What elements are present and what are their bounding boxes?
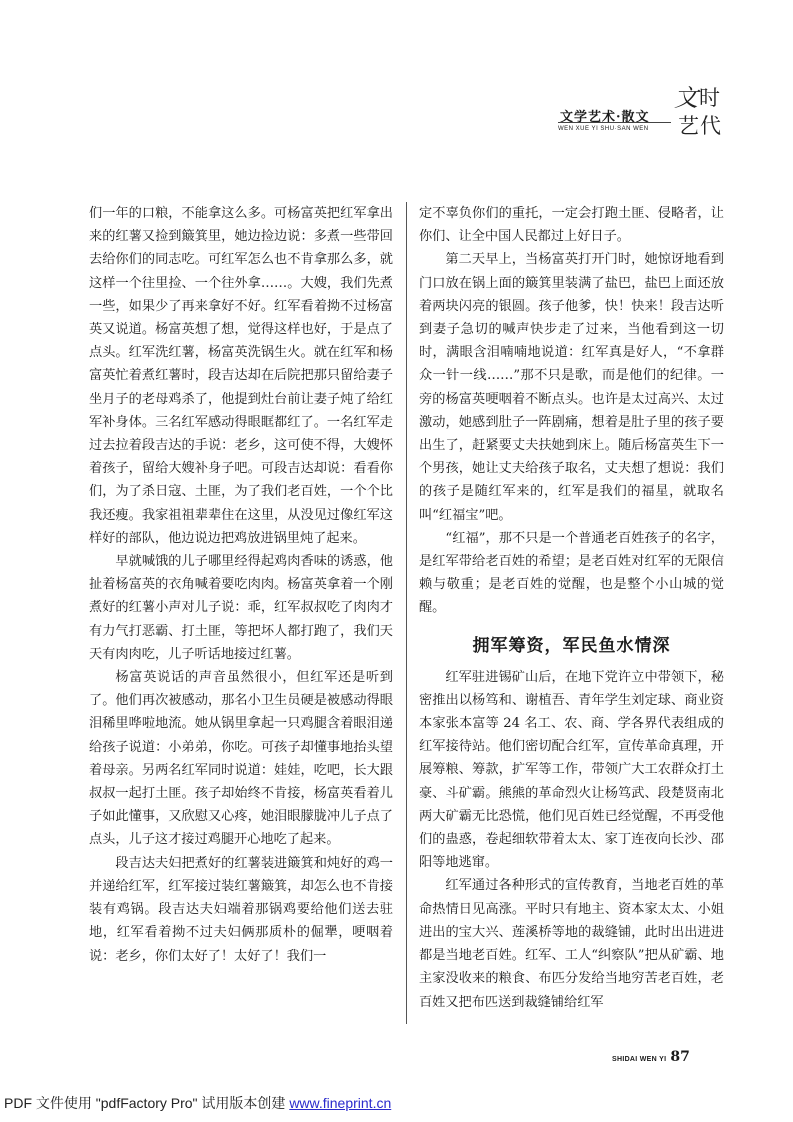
section-title: 文学艺术·散文 (560, 110, 650, 125)
magazine-header (520, 86, 725, 142)
watermark-link[interactable]: www.fineprint.cn (289, 1095, 392, 1111)
logo-char: 艺 (678, 114, 699, 138)
paragraph: “红福”，那不只是一个普通老百姓孩子的名字，是红军带给老百姓的希望；是老百姓对红军的无限信赖与敬重；是老百姓的觉醒，也是整个小山城的觉醒。 (419, 530, 724, 616)
right-column (419, 202, 724, 1032)
footer-magazine-name: SHIDAI WEN YI (612, 1056, 667, 1063)
section-pinyin: WEN XUE YI SHU·SAN WEN (558, 126, 649, 132)
paragraph: 杨富英说话的声音虽然很小，但红军还是听到了。他们再次被感动，那名小卫生员硬是被感动得眼泪稀里哗啦地流。她从锅里拿起一只鸡腿含着眼泪递给孩子说道：小弟弟，你吃。可孩子却懂事地抬头望着母亲。另两名红军同时说道：娃娃，吃吧，长大跟叔叔一起打土匪。孩子却始终不肯接，杨富英看着儿子如此懂事，又欣慰又心疼，她泪眼朦胧冲儿子点了点头，儿子这才接过鸡腿开心地吃了起来。 (89, 670, 393, 848)
page-number: 87 (670, 1049, 690, 1065)
paragraph: 红军驻进锡矿山后，在地下党许立中带领下，秘密推出以杨笃和、谢植吾、青年学生刘定球、商业资本家张本富等 24 名工、农、商、学各界代表组成的红军接待站。他们密切配合红军，宣传革命真理，开展筹粮、筹款，扩军等工作，带领广大工农群众打土豪、斗矿霸。熊熊的革命烈火让杨笃武、段楚贤南北两大矿霸无比恐慌，他们见百姓已经觉醒，不再受他们的蛊惑，卷起细软带着太太、家丁连夜向长沙、邵阳等地逃窜。 (419, 669, 724, 871)
watermark-text: PDF 文件使用 "pdfFactory Pro" 试用版本创建 (4, 1095, 290, 1111)
magazine-logo (672, 86, 726, 140)
logo-char: 代 (700, 114, 721, 138)
header-rule (558, 122, 671, 123)
paragraph: 红军通过各种形式的宣传教育，当地老百姓的革命热情日见高涨。平时只有地主、资本家太太、小姐进出的宝大兴、莲溪桥等地的裁缝铺，此时出出进进都是当地老百姓。红军、工人“纠察队”把从矿霸、地主家没收来的粮食、布匹分发给当地穷苦老百姓，老百姓又把布匹送到裁缝铺给红军 (419, 878, 724, 1010)
column-divider (406, 202, 407, 1024)
page-footer (612, 1046, 690, 1065)
pdf-watermark (4, 1093, 391, 1113)
paragraph: 第二天早上，当杨富英打开门时，她惊讶地看到门口放在锅上面的簸箕里装满了盐巴，盐巴上面还放着两块闪亮的银圆。孩子他爹，快！快来！段吉达听到妻子急切的喊声快步走了过来，当他看到这一切时，满眼含泪喃喃地说道：红军真是好人，“不拿群众一针一线……”那不只是歌，而是他们的纪律。一旁的杨富英哽咽着不断点头。也许是太过高兴、太过激动，她感到肚子一阵剧痛，想着是肚子里的孩子要出生了，赶紧要丈夫扶她到床上。随后杨富英生下一个男孩，她让丈夫给孩子取名，丈夫想了想说：我们的孩子是随红军来的，红军是我们的福星，就取名叫“红福宝”吧。 (419, 252, 724, 523)
paragraph: 段吉达夫妇把煮好的红薯装进簸箕和炖好的鸡一并递给红军，红军接过装红薯簸箕，却怎么也不肯接装有鸡锅。段吉达夫妇端着那锅鸡要给他们送去驻地，红军看着拗不过夫妇俩那质朴的倔犟，哽咽着说：老乡，你们太好了！太好了！我们一 (89, 855, 393, 964)
paragraph: 早就喊饿的儿子哪里经得起鸡肉香味的诱惑，他扯着杨富英的衣角喊着要吃肉肉。杨富英拿着一个刚煮好的红薯小声对儿子说：乖，红军叔叔吃了肉肉才有力气打恶霸、打土匪，等把坏人都打跑了，我们天天有肉肉吃，儿子听话地接过红薯。 (89, 554, 393, 662)
paragraph: 定不辜负你们的重托，一定会打跑土匪、侵略者，让你们、让全中国人民都过上好日子。 (419, 206, 724, 245)
logo-char: 时 (699, 86, 720, 110)
section-heading: 拥军筹资，军民鱼水情深 (472, 635, 671, 656)
paragraph: 们一年的口粮，不能拿这么多。可杨富英把红军拿出来的红薯又捡到簸箕里，她边捡边说：多煮一些带回去给你们的同志吃。可红军怎么也不肯拿那么多，就这样一个往里捡、一个往外拿……。大嫂，我们先煮一些，如果少了再来拿好不好。红军看着拗不过杨富英又说道。杨富英想了想，觉得这样也好，于是点了点头。红军洗红薯，杨富英洗锅生火。就在红军和杨富英忙着煮红薯时，段吉达却在后院把那只留给妻子坐月子的老母鸡杀了，他提到灶台前让妻子炖了给红军补身体。三名红军感动得眼眶都红了。一名红军走过去拉着段吉达的手说：老乡，这可使不得，大嫂怀着孩子，留给大嫂补身子吧。可段吉达却说：看看你们，为了杀日寇、土匪，为了我们老百姓，一个个比我还瘦。我家祖祖辈辈住在这里，从没见过像红军这样好的部队，他边说边把鸡放进锅里炖了起来。 (89, 206, 393, 546)
logo-char: 文 (674, 84, 698, 112)
left-column (89, 202, 393, 1032)
